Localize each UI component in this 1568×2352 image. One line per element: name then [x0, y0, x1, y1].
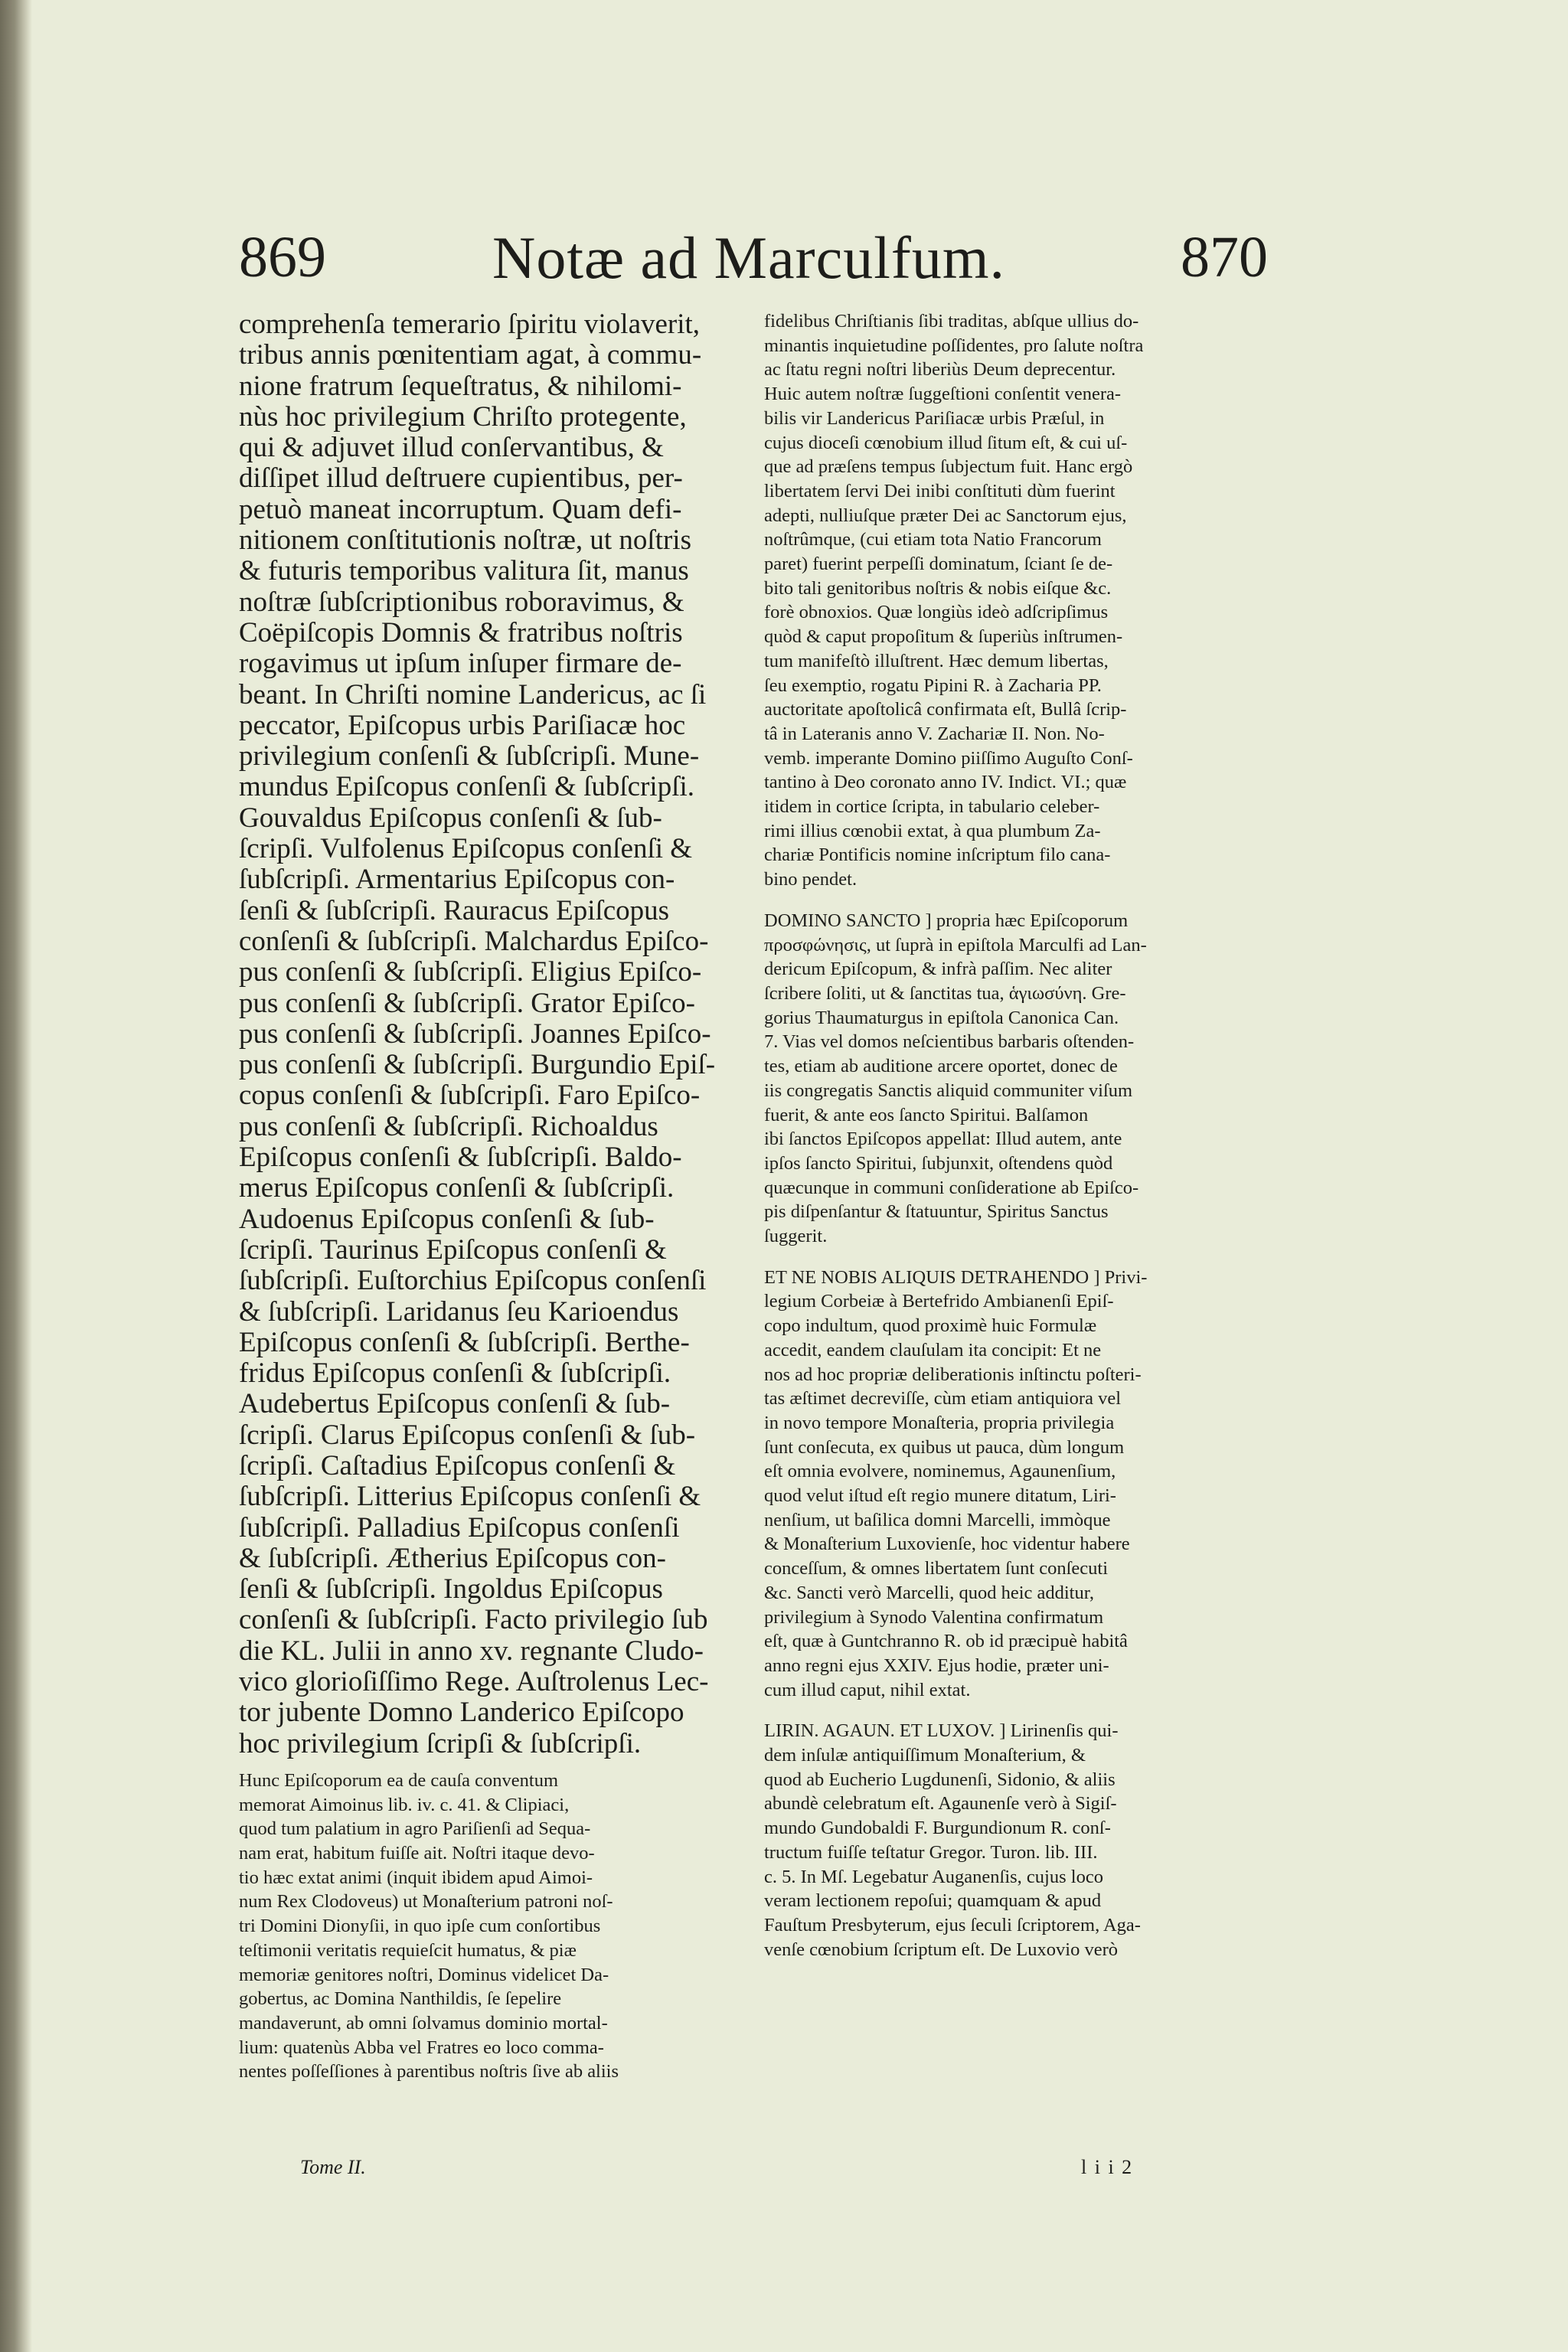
text-line: noſtræ ſubſcriptionibus roboravimus, & — [239, 586, 684, 618]
text-line: & ſubſcripſi. Ætherius Epiſcopus con- — [239, 1542, 666, 1574]
text-line: qui & adjuvet illud conſervantibus, & — [239, 432, 664, 464]
text-line: memoriæ genitores noſtri, Dominus videlicet Da- — [239, 1964, 609, 1985]
text-line: itidem in cortice ſcripta, in tabulario celeber- — [764, 796, 1100, 818]
text-line: copus conſenſi & ſubſcripſi. Faro Epiſco- — [239, 1080, 701, 1112]
text-line: &c. Sancti verò Marcelli, quod heic additur, — [764, 1582, 1095, 1603]
text-line: nos ad hoc propriæ deliberationis inſtinctu poſteri- — [764, 1364, 1142, 1385]
text-line: in novo tempore Monaſteria, propria privilegia — [764, 1412, 1115, 1433]
text-line: Epiſcopus conſenſi & ſubſcripſi. Baldo- — [239, 1142, 682, 1174]
text-line: die KL. Julii in anno xv. regnante Cludo- — [239, 1635, 704, 1667]
text-line: gorius Thaumaturgus in epiſtola Canonica Can. — [764, 1007, 1119, 1028]
signature-mark: l i i 2 — [1081, 2156, 1134, 2178]
text-line: pus conſenſi & ſubſcripſi. Burgundio Epiſ- — [239, 1049, 716, 1081]
text-line: vemb. imperante Domino piiſſimo Auguſto Conſ- — [764, 747, 1133, 769]
text-line: mandaverunt, ab omni ſolvamus dominio mortal- — [239, 2012, 608, 2034]
text-line: ſuggerit. — [764, 1226, 828, 1247]
text-line: ſubſcripſi. Euſtorchius Epiſcopus conſenſi — [239, 1265, 707, 1297]
text-line: ſubſcripſi. Armentarius Epiſcopus con- — [239, 864, 675, 896]
volume-footer: Tome II. — [300, 2156, 366, 2178]
text-line: pus conſenſi & ſubſcripſi. Joannes Epiſco- — [239, 1018, 711, 1050]
text-line: paret) fuerint perpeſſi dominatum, ſciant ſe de- — [764, 554, 1113, 575]
text-line: iis congregatis Sanctis aliquid communiter viſum — [764, 1080, 1133, 1101]
text-line: nùs hoc privilegium Chriſto protegente, — [239, 400, 687, 433]
text-line: bito tali genitoribus noſtris & nobis eiſque &c. — [764, 577, 1112, 599]
text-line: vico glorioſiſſimo Rege. Auſtrolenus Lec- — [239, 1666, 709, 1698]
text-line: ac ſtatu regni noſtri liberiùs Deum deprecentur. — [764, 359, 1116, 381]
spacer — [764, 1702, 1276, 1719]
text-line: & futuris temporibus valitura ſit, manus — [239, 555, 689, 587]
text-line: quæcunque in communi conſideratione ab Epiſco- — [764, 1177, 1139, 1198]
text-line: eſt omnia evolvere, nominemus, Agaunenſium, — [764, 1461, 1116, 1482]
text-line: Audoenus Epiſcopus conſenſi & ſub- — [239, 1203, 655, 1235]
text-line: ſcripſi. Vulfolenus Epiſcopus conſenſi & — [239, 833, 693, 865]
text-line: bino pendet. — [764, 869, 858, 890]
text-line: nitionem conſtitutionis noſtræ, ut noſtris — [239, 524, 691, 557]
text-line: Fauſtum Presbyterum, ejus ſeculi ſcriptorem, Aga- — [764, 1915, 1141, 1936]
text-line: minantis inquietudine poſſidentes, pro ſalute noſtra — [764, 335, 1144, 356]
binding-shadow — [0, 0, 32, 2352]
text-line: tes, etiam ab auditione arcere oportet, donec de — [764, 1056, 1118, 1077]
text-line: nam erat, habitum fuiſſe ait. Noſtri itaque devo- — [239, 1843, 595, 1864]
text-line: tas æſtimet decreviſſe, cùm etiam antiquiora vel — [764, 1388, 1122, 1410]
text-line: beant. In Chriſti nomine Landericus, ac ſi — [239, 678, 707, 710]
text-line: teſtimonii veritatis requieſcit humatus, & piæ — [239, 1939, 577, 1961]
text-line: gobertus, ac Domina Nanthildis, ſe ſepelire — [239, 1988, 562, 2010]
main-text — [239, 309, 738, 1759]
text-line: Epiſcopus conſenſi & ſubſcripſi. Berthe- — [239, 1326, 690, 1358]
text-line: legium Corbeiæ à Bertefrido Ambianenſi Epiſ- — [764, 1291, 1114, 1312]
text-line: tantino à Deo coronato anno IV. Indict. VI.; quæ — [764, 772, 1127, 793]
commentary-paragraph-2 — [764, 909, 1276, 1249]
text-line: auctoritate apoſtolicâ confirmata eſt, Bullâ ſcrip- — [764, 699, 1127, 720]
commentary-paragraph-4 — [764, 1719, 1276, 1962]
text-line: ſunt conſecuta, ex quibus ut pauca, dùm longum — [764, 1436, 1125, 1458]
text-line: merus Epiſcopus conſenſi & ſubſcripſi. — [239, 1172, 675, 1204]
text-line: veram lectionem repoſui; quamquam & apud — [764, 1890, 1102, 1912]
text-line: ET NE NOBIS ALIQUIS DETRAHENDO ] Privi- — [764, 1266, 1148, 1288]
text-line: tâ in Lateranis anno V. Zachariæ II. Non. No- — [764, 723, 1105, 744]
text-line: nenſium, ut baſilica domni Marcelli, immòque — [764, 1509, 1111, 1530]
text-line: 7. Vias vel domos neſcientibus barbaris oſtenden- — [764, 1031, 1135, 1053]
text-line: c. 5. In Mſ. Legebatur Auganenſis, cujus loco — [764, 1866, 1103, 1887]
text-line: ſenſi & ſubſcripſi. Ingoldus Epiſcopus — [239, 1573, 663, 1606]
text-line: dem inſulæ antiquiſſimum Monaſterium, & — [764, 1745, 1086, 1766]
text-line: ipſos ſancto Spiritui, ſubjunxit, oſtendens quòd — [764, 1152, 1113, 1174]
text-line: forè obnoxios. Quæ longiùs ideò adſcripſimus — [764, 602, 1109, 623]
text-line: pis diſpenſantur & ſtatuuntur, Spiritus Sanctus — [764, 1201, 1109, 1223]
text-line: Coëpiſcopis Domnis & fratribus noſtris — [239, 616, 683, 648]
text-line: bilis vir Landericus Pariſiacæ urbis Præſul, in — [764, 407, 1105, 429]
text-line: eſt, quæ à Guntchranno R. ob id præcipuè habitâ — [764, 1631, 1128, 1652]
text-line: ſubſcripſi. Litterius Epiſcopus conſenſi & — [239, 1481, 701, 1513]
text-line: pus conſenſi & ſubſcripſi. Eligius Epiſco- — [239, 956, 702, 988]
text-line: ſenſi & ſubſcripſi. Rauracus Epiſcopus — [239, 894, 670, 926]
text-line: noſtrûmque, (cui etiam tota Natio Francorum — [764, 529, 1102, 550]
spacer — [764, 1249, 1276, 1266]
page-number-right: 870 — [1181, 225, 1268, 289]
text-line: lium: quatenùs Abba vel Fratres eo loco comma- — [239, 2037, 604, 2058]
text-line: fidelibus Chriſtianis ſibi traditas, abſque ullius do- — [764, 311, 1139, 332]
text-line: tio hæc extat animi (inquit ibidem apud Aimoi- — [239, 1867, 593, 1888]
running-title: Notæ ad Marculfum. — [492, 224, 1006, 291]
text-line: nione fratrum ſequeſtratus, & nihilomi- — [239, 370, 682, 402]
text-line: Gouvaldus Epiſcopus conſenſi & ſub- — [239, 802, 662, 834]
commentary-note — [239, 1769, 738, 2084]
page-number-left: 869 — [239, 225, 326, 289]
left-column — [239, 309, 738, 2084]
text-line: mundus Epiſcopus conſenſi & ſubſcripſi. — [239, 771, 695, 803]
text-line: ſeu exemptio, rogatu Pipini R. à Zacharia PP. — [764, 675, 1102, 696]
text-line: anno regni ejus XXIV. Ejus hodie, præter uni- — [764, 1655, 1109, 1676]
text-line: privilegium conſenſi & ſubſcripſi. Mune- — [239, 740, 700, 773]
text-line: privilegium à Synodo Valentina confirmatum — [764, 1606, 1104, 1628]
text-line: fridus Epiſcopus conſenſi & ſubſcripſi. — [239, 1357, 671, 1390]
text-line: nentes poſſeſſiones à parentibus noſtris ſive ab aliis — [239, 2061, 619, 2082]
spacer — [764, 892, 1276, 909]
text-line: memorat Aimoinus lib. iv. c. 41. & Clipiaci, — [239, 1794, 570, 1815]
text-line: libertatem ſervi Dei inibi conſtituti dùm fuerint — [764, 480, 1116, 501]
text-line: chariæ Pontificis nomine inſcriptum filo cana- — [764, 844, 1111, 866]
text-line: quòd & caput propoſitum & ſuperiùs inſtrumen- — [764, 626, 1123, 648]
text-line: dericum Epiſcopum, & infrà paſſim. Nec aliter — [764, 959, 1112, 980]
text-line: tum manifeſtò illuſtrent. Hæc demum libertas, — [764, 650, 1109, 671]
text-line: ſubſcripſi. Palladius Epiſcopus conſenſi — [239, 1511, 680, 1544]
text-line: conſenſi & ſubſcripſi. Facto privilegio ſub — [239, 1604, 708, 1636]
text-line: rimi illius cœnobii extat, à qua plumbum Za- — [764, 820, 1101, 841]
text-line: conceſſum, & omnes libertatem ſunt conſecuti — [764, 1558, 1109, 1579]
text-line: Audebertus Epiſcopus conſenſi & ſub- — [239, 1388, 671, 1420]
text-line: προσφώνησις, ut ſuprà in epiſtola Marculfi ad Lan- — [764, 934, 1147, 956]
text-line: num Rex Clodoveus) ut Monaſterium patroni noſ- — [239, 1891, 613, 1913]
text-line: cum illud caput, nihil extat. — [764, 1679, 971, 1700]
text-line: fuerit, & ante eos ſancto Spiritui. Balſamon — [764, 1104, 1089, 1125]
text-line: quod ab Eucherio Lugdunenſi, Sidonio, & aliis — [764, 1769, 1116, 1790]
text-line: que ad præſens tempus ſubjectum fuit. Hanc ergò — [764, 456, 1133, 478]
commentary-paragraph-3 — [764, 1266, 1276, 1703]
text-line: venſe cœnobium ſcriptum eſt. De Luxovio verò — [764, 1939, 1118, 1960]
text-line: petuò maneat incorruptum. Quam defi- — [239, 493, 682, 525]
text-line: ſcribere ſoliti, ut & ſanctitas tua, ἁγιωσύνη. Gre- — [764, 982, 1126, 1004]
text-line: peccator, Epiſcopus urbis Pariſiacæ hoc — [239, 709, 686, 741]
text-line: abundè celebratum eſt. Agaunenſe verò à Sigiſ- — [764, 1793, 1117, 1815]
text-line: Hunc Epiſcoporum ea de cauſa conventum — [239, 1769, 559, 1791]
text-line: copo indultum, quod proximè huic Formulæ — [764, 1315, 1097, 1337]
text-line: Huic autem noſtræ ſuggeſtioni conſentit venera- — [764, 384, 1122, 405]
commentary-paragraph-1 — [764, 309, 1276, 892]
text-line: tri Domini Dionyſii, in quo ipſe cum conſortibus — [239, 1916, 601, 1937]
text-line: comprehenſa temerario ſpiritu violaverit, — [239, 309, 701, 340]
text-line: ibi ſanctos Epiſcopos appellat: Illud autem, ante — [764, 1129, 1122, 1150]
text-line: diſſipet illud deſtruere cupientibus, per- — [239, 462, 683, 495]
text-line: DOMINO SANCTO ] propria hæc Epiſcoporum — [764, 910, 1129, 931]
text-line: tructum fuiſſe teſtatur Gregor. Turon. lib. III. — [764, 1841, 1098, 1863]
text-line: cujus dioceſi cœnobium illud ſitum eſt, & cui uſ- — [764, 432, 1128, 453]
spacer — [239, 1759, 738, 1769]
text-line: accedit, eandem clauſulam ita concipit: Et ne — [764, 1339, 1102, 1361]
text-line: LIRIN. AGAUN. ET LUXOV. ] Lirinenſis qui- — [764, 1720, 1119, 1742]
text-line: & ſubſcripſi. Laridanus ſeu Karioendus — [239, 1295, 679, 1328]
text-line: rogavimus ut ipſum inſuper firmare de- — [239, 648, 682, 680]
text-line: ſcripſi. Taurinus Epiſcopus conſenſi & — [239, 1233, 667, 1266]
text-line: ſcripſi. Caſtadius Epiſcopus conſenſi & — [239, 1449, 676, 1481]
text-line: & Monaſterium Luxovienſe, hoc videntur habere — [764, 1534, 1130, 1555]
text-line: tribus annis pœnitentiam agat, à commu- — [239, 339, 702, 371]
text-line: adepti, nulliuſque præter Dei ac Sanctorum ejus, — [764, 505, 1127, 526]
text-line: mundo Gundobaldi F. Burgundionum R. conſ- — [764, 1818, 1111, 1839]
text-line: tor jubente Domno Landerico Epiſcopo — [239, 1697, 684, 1729]
text-line: pus conſenſi & ſubſcripſi. Grator Epiſco- — [239, 987, 695, 1019]
text-line: hoc privilegium ſcripſi & ſubſcripſi. — [239, 1727, 642, 1759]
text-line: conſenſi & ſubſcripſi. Malchardus Epiſco- — [239, 925, 709, 957]
text-line: quod tum palatium in agro Pariſienſi ad Sequa- — [239, 1818, 591, 1840]
right-column — [764, 309, 1276, 1962]
text-line: pus conſenſi & ſubſcripſi. Richoaldus — [239, 1110, 658, 1142]
text-line: quod velut iſtud eſt regio munere ditatum, Liri- — [764, 1485, 1116, 1507]
text-line: ſcripſi. Clarus Epiſcopus conſenſi & ſub- — [239, 1419, 696, 1451]
